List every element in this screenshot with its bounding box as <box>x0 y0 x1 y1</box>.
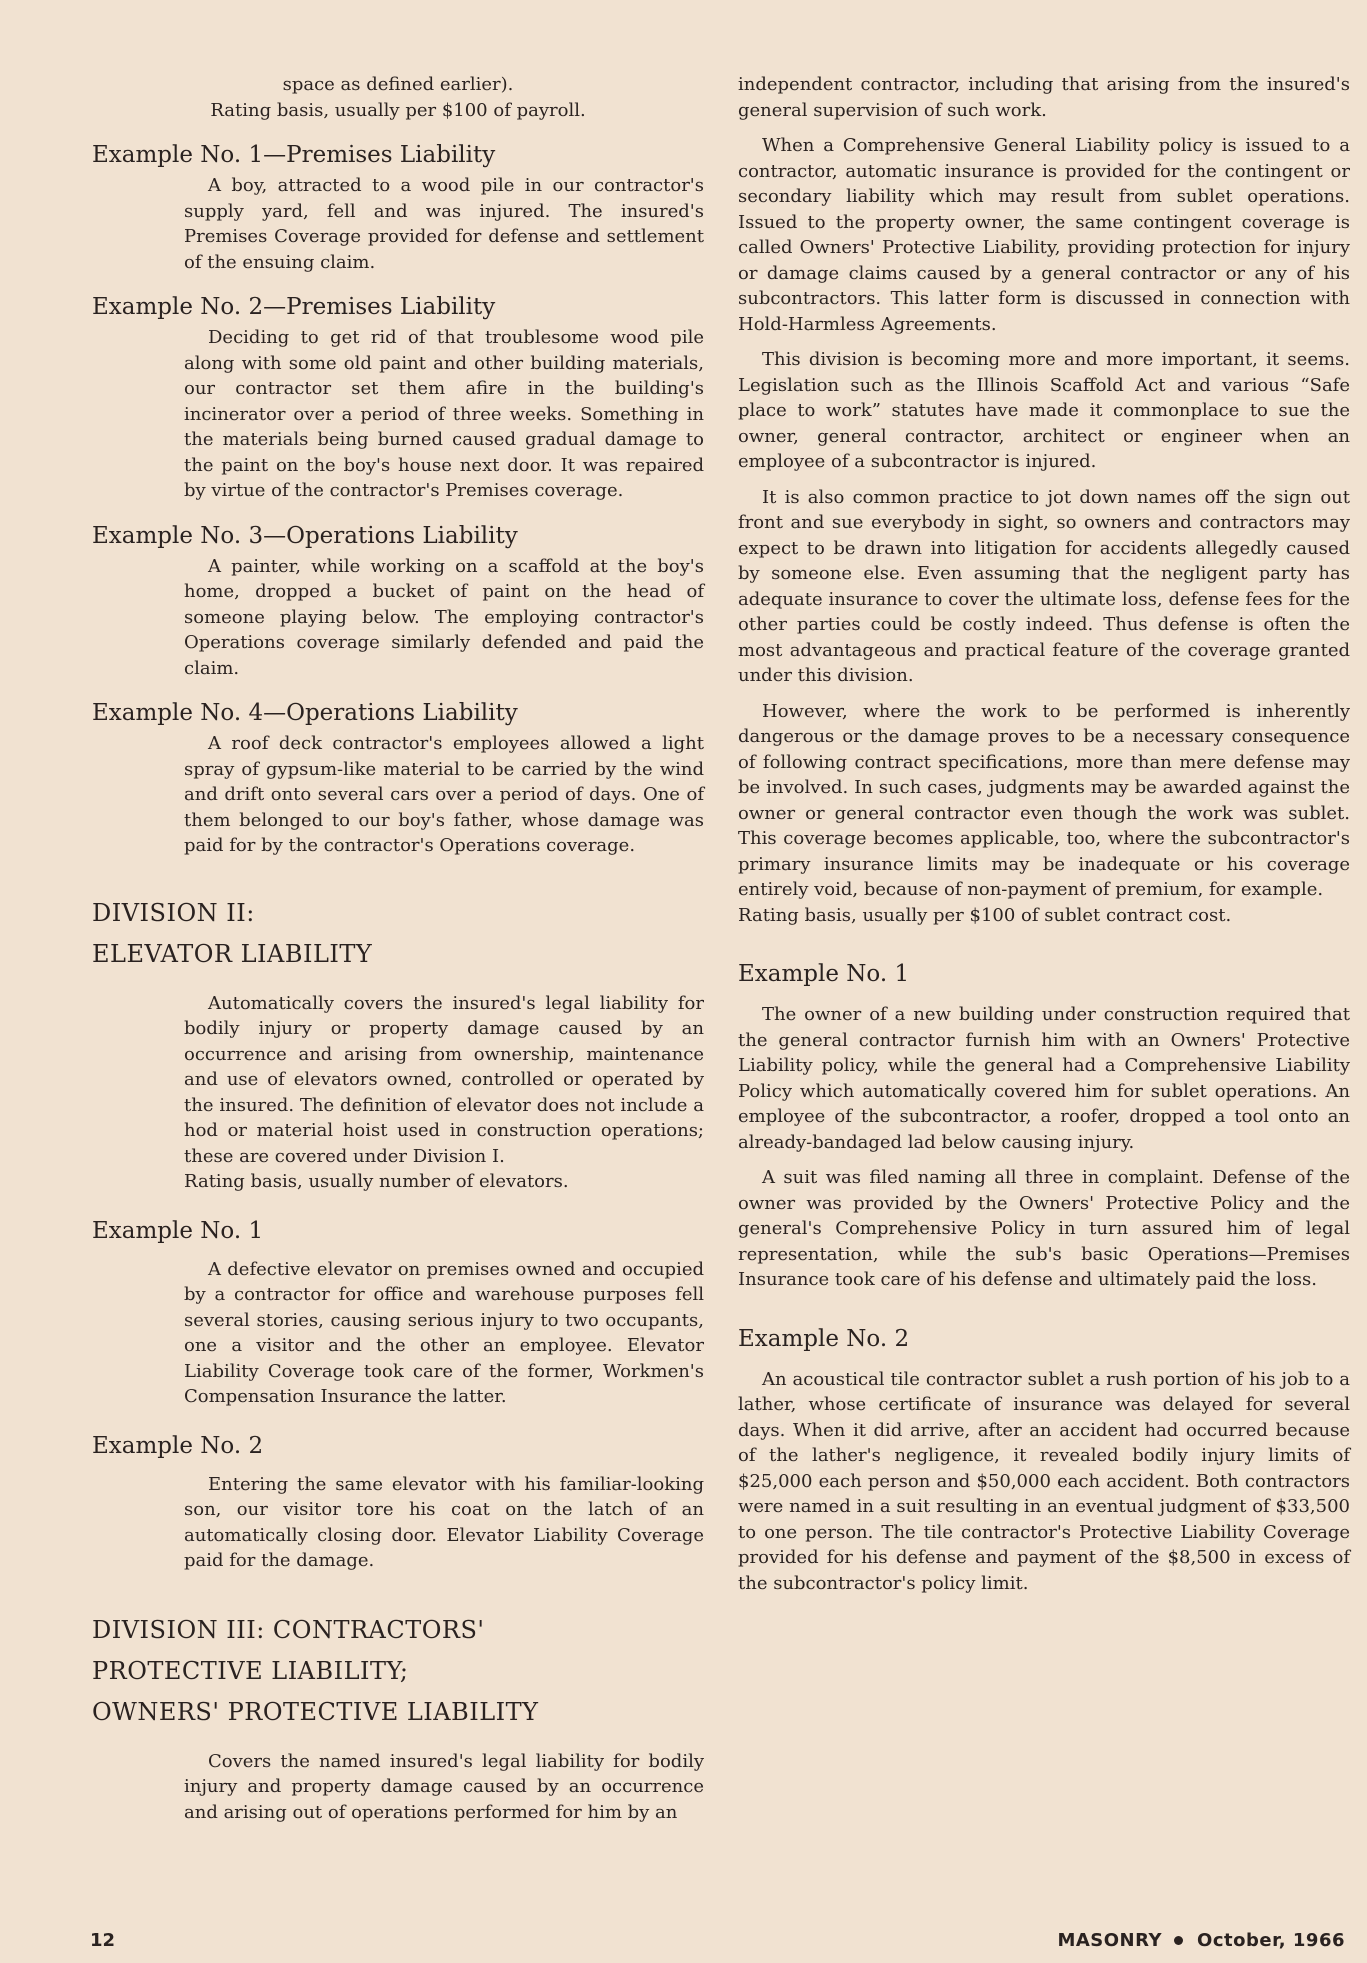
division-3-title-line-3: OWNERS' PROTECTIVE LIABILITY <box>92 1697 539 1726</box>
left-column <box>92 72 704 1835</box>
example-heading: Example No. 2 <box>738 1325 910 1352</box>
paragraph: This division is becoming more and more important, it seems. Legislation such as the Illinois Scaffold Act and various “Safe place to work” statutes have made it commonplace to sue the owner, general contractor, architect or engineer when an employee of a subcontractor is injured. <box>738 349 1350 472</box>
bullet-icon <box>1174 1936 1183 1945</box>
intro-line-1: space as defined earlier). <box>282 74 514 95</box>
division-2-title: DIVISION II: <box>92 898 255 927</box>
example-heading: Example No. 2 <box>92 1432 264 1459</box>
division-2-text: Automatically covers the insured's legal liability for bodily injury or property damage caused by an occurrence and arising from ownership, maintenance and use of elevators owned, controlled or operated by the insured. The definition of elevator does not include a hod or material hoist used in construction operations; these are covered under Division I. <box>184 992 704 1167</box>
example-heading: Example No. 3—Operations Liability <box>92 522 518 549</box>
example-text: An acoustical tile contractor sublet a rush portion of his job to a lather, whose certificate of insurance was delayed for several days. When it did arrive, after an accident had occurred because of the lather's negligence, it revealed bodily injury limits of $25,000 each person and $50,000 each accident. Both contractors were named in a suit resulting in an eventual judgment of $33,500 to one person. The tile contractor's Protective Liability Coverage provided for his defense and payment of the $8,500 in excess of the subcontractor's policy limit. <box>738 1368 1350 1594</box>
intro-rating: Rating basis, usually per $100 of payroll. <box>210 99 586 121</box>
right-column <box>738 72 1350 1606</box>
example-text: The owner of a new building under construction required that the general contractor furnish him with an Owners' Protective Liability policy, while the general had a Comprehensive Liability Policy which automatically covered him for sublet operations. An employee of the subcontractor, a roofer, dropped a tool onto an already-bandaged lad below causing injury. <box>738 1004 1350 1153</box>
example-text: A roof deck contractor's employees allowed a light spray of gypsum-like material to be carried by the wind and drift onto several cars over a period of days. One of them belonged to our boy's father, whose damage was paid for by the contractor's Operations coverage. <box>184 733 704 856</box>
paragraph: However, where the work to be performed is inherently dangerous or the damage proves to be a necessary consequence of following contract specifications, more than mere defense may be involved. In such cases, judgments may be awarded against the owner or general contractor even though the work was sublet. This coverage becomes applicable, too, where the subcontractor's primary insurance limits may be inadequate or his coverage entirely void, because of non-payment of premium, for example. <box>738 700 1350 900</box>
example-heading: Example No. 1—Premises Liability <box>92 142 496 168</box>
example-heading: Example No. 2—Premises Liability <box>92 294 496 320</box>
example-text: Deciding to get rid of that troublesome wood pile along with some old paint and other building materials, our contractor set them afire in the building's incinerator over a period of three weeks. Something in the materials being burned caused gradual damage to the paint on the boy's house next door. It was repaired by virtue of the contractor's Premises coverage. <box>184 327 704 501</box>
paragraph: It is also common practice to jot down names off the sign out front and sue everybody in sight, so owners and contractors may expect to be drawn into litigation for accidents allegedly caused by someone else. Even assuming that the negligent party has adequate insurance to cover the ultimate loss, defense fees for the other parties could be costly indeed. Thus defense is often the most advantageous and practical feature of the coverage granted under this division. <box>738 486 1350 686</box>
example-text: A defective elevator on premises owned and occupied by a contractor for office and warehouse purposes fell several stories, causing serious injury to two occupants, one a visitor and the other an employee. Elevator Liability Coverage took care of the former, Workmen's Compensation Insurance the latter. <box>184 1258 704 1407</box>
paragraph: independent contractor, including that arising from the insured's general supervision of such work. <box>738 74 1350 121</box>
division-2-subtitle: ELEVATOR LIABILITY <box>92 939 373 968</box>
example-text: A painter, while working on a scaffold at the boy's home, dropped a bucket of paint on the head of someone playing below. The employing contractor's Operations coverage similarly defended and paid the claim. <box>184 555 704 679</box>
example-text: A boy, attracted to a wood pile in our contractor's supply yard, fell and was injured. The insured's Premises Coverage provided for defense and settlement of the ensuing claim. <box>184 175 704 273</box>
page-number: 12 <box>90 1930 116 1951</box>
division-3-heading <box>92 1610 704 1733</box>
issue-date: October, 1966 <box>1197 1930 1345 1951</box>
paragraph: When a Comprehensive General Liability policy is issued to a contractor, automatic insurance is provided for the contingent or secondary liability which may result from sublet operations. Issued to the property owner, the same contingent coverage is called Owners' Protective Liability, providing protection for injury or damage claims caused by a general contractor or any of his subcontractors. This latter form is discussed in connection with Hold-Harmless Agreements. <box>738 135 1350 335</box>
example-heading: Example No. 1 <box>92 1217 264 1244</box>
division-3-title-line-2: PROTECTIVE LIABILITY; <box>92 1656 409 1685</box>
magazine-name: MASONRY <box>1057 1930 1163 1951</box>
example-heading: Example No. 1 <box>738 961 910 987</box>
example-text: A suit was filed naming all three in complaint. Defense of the owner was provided by the Owners' Protective Policy and the general's Comprehensive Policy in turn assured him of legal representation, while the sub's basic Operations—Premises Insurance took care of his defense and ultimately paid the loss. <box>738 1167 1350 1290</box>
division-3-text: Covers the named insured's legal liability for bodily injury and property damage caused by an occurrence and arising out of operations performed for him by an <box>184 1750 704 1823</box>
example-text: Entering the same elevator with his familiar-looking son, our visitor tore his coat on the latch of an automatically closing door. Elevator Liability Coverage paid for the damage. <box>184 1473 704 1571</box>
footer-masthead <box>1057 1930 1345 1951</box>
division-2-rating: Rating basis, usually number of elevators. <box>184 1171 569 1192</box>
division-3-title-line-1: DIVISION III: CONTRACTORS' <box>92 1615 485 1644</box>
example-heading: Example No. 4—Operations Liability <box>92 700 518 726</box>
division-2-heading <box>92 893 704 975</box>
rating-basis: Rating basis, usually per $100 of sublet contract cost. <box>738 904 1232 926</box>
